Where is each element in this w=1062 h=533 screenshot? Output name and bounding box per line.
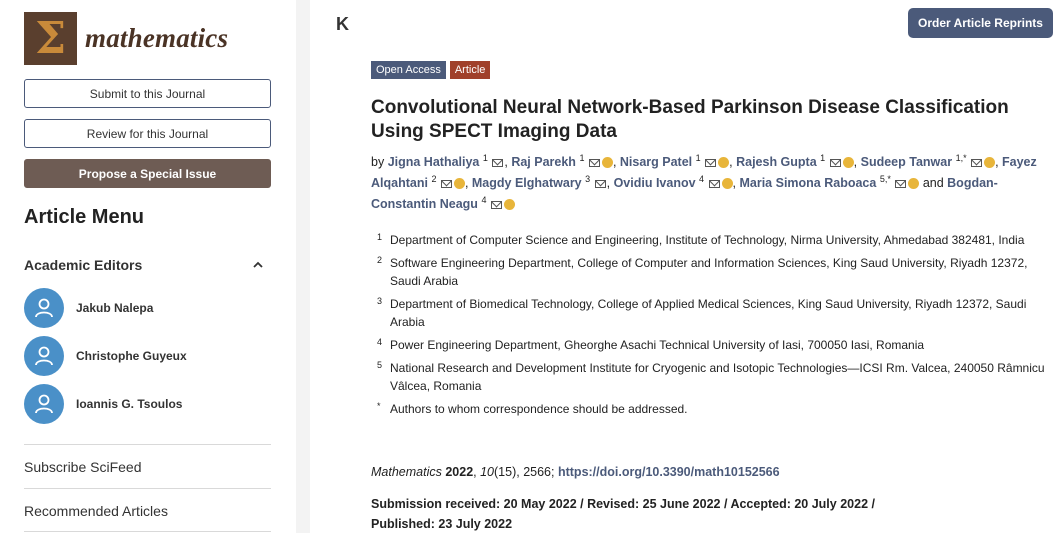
mail-icon[interactable] <box>492 159 503 167</box>
author-link[interactable]: Maria Simona Raboaca <box>739 176 877 190</box>
orcid-icon[interactable] <box>908 178 919 189</box>
subscribe-scifeed-link[interactable]: Subscribe SciFeed <box>24 459 142 475</box>
orcid-icon[interactable] <box>718 157 729 168</box>
orcid-icon[interactable] <box>722 178 733 189</box>
sidebar-gutter <box>296 0 310 533</box>
affiliation-item: * Authors to whom correspondence should be addressed. <box>377 401 688 416</box>
author-link[interactable]: Bogdan-Constantin Neagu <box>371 176 998 211</box>
mail-icon[interactable] <box>595 180 606 188</box>
article-type-badge: Article <box>450 61 491 79</box>
author-link[interactable]: Sudeep Tanwar <box>860 155 953 169</box>
author-link[interactable]: Magdy Elghatwary <box>471 176 582 190</box>
mail-icon[interactable] <box>895 180 906 188</box>
mail-icon[interactable] <box>441 180 452 188</box>
mail-icon[interactable] <box>589 159 600 167</box>
affiliation-item: 4 Power Engineering Department, Gheorghe Asachi Technical University of Iasi, 700050 Iasi, Romania <box>377 337 925 352</box>
orcid-icon[interactable] <box>984 157 995 168</box>
mail-icon[interactable] <box>491 201 502 209</box>
academic-editors-toggle[interactable] <box>24 257 264 273</box>
chevron-up-icon <box>252 259 264 271</box>
author-link[interactable]: Fayez Alqahtani <box>371 155 1037 190</box>
doi-link[interactable]: https://doi.org/10.3390/math10152566 <box>557 465 780 479</box>
author-link[interactable]: Ovidiu Ivanov <box>613 176 696 190</box>
orcid-icon[interactable] <box>843 157 854 168</box>
divider <box>24 488 271 489</box>
editor-item[interactable] <box>24 336 187 376</box>
submit-button[interactable]: Submit to this Journal <box>24 79 271 108</box>
user-icon <box>24 384 64 424</box>
mail-icon[interactable] <box>971 159 982 167</box>
affiliation-item: 5 National Research and Development Institute for Cryogenic and Isotopic Technologies—ICSI Rm. Valcea, 240050 Râmnicu Vâlcea, Romania <box>377 360 1045 393</box>
author-list: by Jigna Hathaliya $^1$ , Raj Parekh $^1$ , Nisarg Patel $^1$ , Rajesh Gupta $^1$ , Sudeep Tanwar $^{1,*}$ , Fayez Alqahtani $^2$ , Magdy Elghatwary $^3$ , Ovidiu Ivanov $^4$ , Maria Simona Raboaca $^{5,*}$ and Bogdan-Constantin Neagu $^4$ <box>371 152 1037 211</box>
order-reprints-button[interactable]: Order Article Reprints <box>908 8 1053 38</box>
academic-editors-label: Academic Editors <box>24 257 143 273</box>
journal-name: mathematics <box>85 23 229 53</box>
sigma-icon: Σ <box>24 12 77 65</box>
mail-icon[interactable] <box>705 159 716 167</box>
user-icon <box>24 336 64 376</box>
mail-icon[interactable] <box>830 159 841 167</box>
open-access-badge: Open Access <box>371 61 446 79</box>
editor-name[interactable]: Jakub Nalepa <box>76 301 154 315</box>
affiliations <box>377 231 1047 423</box>
orcid-icon[interactable] <box>454 178 465 189</box>
divider <box>24 444 271 445</box>
recommended-articles-link[interactable]: Recommended Articles <box>24 503 168 519</box>
editor-name[interactable]: Christophe Guyeux <box>76 349 187 363</box>
author-link[interactable]: Nisarg Patel <box>619 155 693 169</box>
mail-icon[interactable] <box>709 180 720 188</box>
author-link[interactable]: Rajesh Gupta <box>736 155 817 169</box>
editor-item[interactable] <box>24 384 182 424</box>
article-title: Convolutional Neural Network-Based Parkinson Disease Classification Using SPECT Imaging Data <box>371 97 1009 142</box>
affiliation-item: 2 Software Engineering Department, College of Computer and Information Sciences, King Saud University, Riyadh 12372, Saudi Arabia <box>377 255 1028 288</box>
affiliation-item: 3 Department of Biomedical Technology, College of Applied Medical Sciences, King Saud University, Riyadh 12372, Saudi Arabia <box>377 296 1027 329</box>
publication-dates: Submission received: 20 May 2022 / Revised: 25 June 2022 / Accepted: 20 July 2022 / Published: 23 July 2022 <box>371 497 875 531</box>
article-menu-title: Article Menu <box>24 206 145 228</box>
author-link[interactable]: Raj Parekh <box>511 155 576 169</box>
user-icon <box>24 288 64 328</box>
sidebar <box>0 0 296 533</box>
article-badges <box>371 61 490 79</box>
orcid-icon[interactable] <box>602 157 613 168</box>
citation: Mathematics 2022, 10(15), 2566; https://doi.org/10.3390/math10152566 <box>371 465 780 479</box>
orcid-icon[interactable] <box>504 199 515 210</box>
review-button[interactable]: Review for this Journal <box>24 119 271 148</box>
editor-name[interactable]: Ioannis G. Tsoulos <box>76 397 183 411</box>
collapse-sidebar-icon[interactable]: K <box>336 14 349 34</box>
propose-special-issue-button[interactable]: Propose a Special Issue <box>24 159 271 188</box>
affiliation-item: 1 Department of Computer Science and Engineering, Institute of Technology, Nirma University, Ahmedabad 382481, India <box>377 232 1025 247</box>
divider <box>24 531 271 532</box>
author-link[interactable]: Jigna Hathaliya <box>387 155 480 169</box>
journal-logo[interactable] <box>24 12 228 65</box>
editor-item[interactable] <box>24 288 153 328</box>
